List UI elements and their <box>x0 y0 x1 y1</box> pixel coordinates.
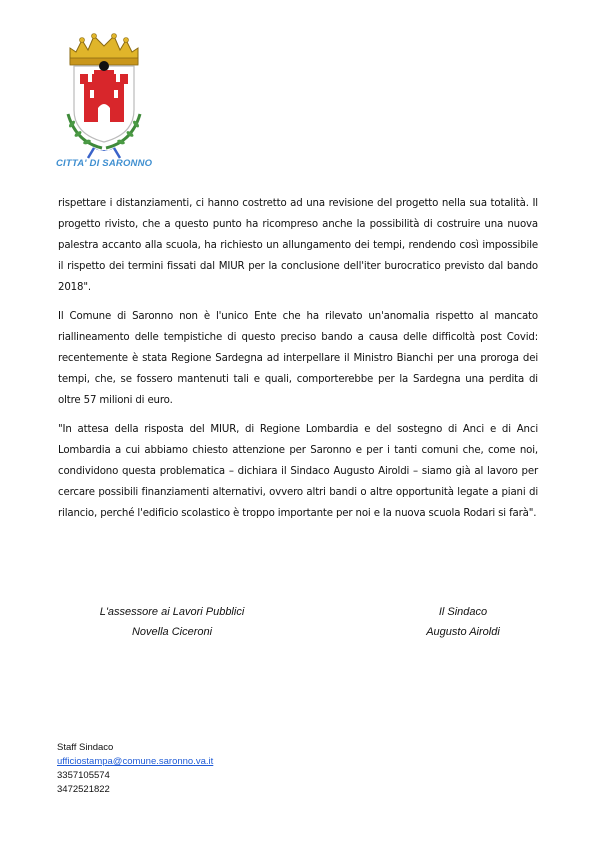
city-coat-of-arms-logo <box>54 30 154 160</box>
phone-number: 3357105574 <box>57 770 110 781</box>
paragraph: rispettare i distanziamenti, ci hanno costretto ad una revisione del progetto nella sua totalità. Il progetto rivisto, che a questo punto ha ricompreso anche la possibilità di costruire una nuova palestra accanto alla scuola, ha richiesto un allungamento dei tempi, rendendo così impossibile il rispetto dei termini fissati dal MIUR per la conclusione dell'iter burocratico previsto dal bando 2018". <box>58 198 538 293</box>
signature-name: Augusto Airoldi <box>426 626 500 638</box>
staff-label: Staff Sindaco <box>57 742 114 753</box>
signature-assessore <box>82 602 262 642</box>
email-link[interactable]: ufficiostampa@comune.saronno.va.it <box>57 756 214 767</box>
city-name-caption: CITTA' DI SARONNO <box>56 158 153 169</box>
signature-sindaco <box>398 602 528 642</box>
signature-role: Il Sindaco <box>438 606 488 618</box>
paragraph: Il Comune di Saronno non è l'unico Ente che ha rilevato un'anomalia rispetto al mancato riallineamento delle tempistiche di questo preciso bando a causa delle difficoltà post Covid: recentemente è stata Regione Sardegna ad interpellare il Ministro Bianchi per una proroga dei tempi, che, se fossero mantenuti tali e quali, comporterebbe per la Sardegna una perdita di oltre 57 milioni di euro. <box>58 311 538 406</box>
phone-number: 3472521822 <box>57 784 110 795</box>
paragraph: "In attesa della risposta del MIUR, di Regione Lombardia e del sostegno di Anci e di Anci Lombardia a cui abbiamo chiesto attenzione per Saronno e per i tanti comuni che, come noi, condividono questa problematica – dichiara il Sindaco Augusto Airoldi – siamo già al lavoro per cercare possibili finanziamenti alternativi, ovvero altri bandi o altre opportunità legate a piani di rilancio, perché l'edificio scolastico è troppo importante per noi e la nuova scuola Rodari si farà". <box>58 424 538 519</box>
crown-icon <box>70 34 138 66</box>
signature-role: L'assessore ai Lavori Pubblici <box>99 606 245 618</box>
staff-contact-block <box>57 741 213 797</box>
press-release-body <box>58 193 538 532</box>
signature-name: Novella Ciceroni <box>131 626 213 638</box>
